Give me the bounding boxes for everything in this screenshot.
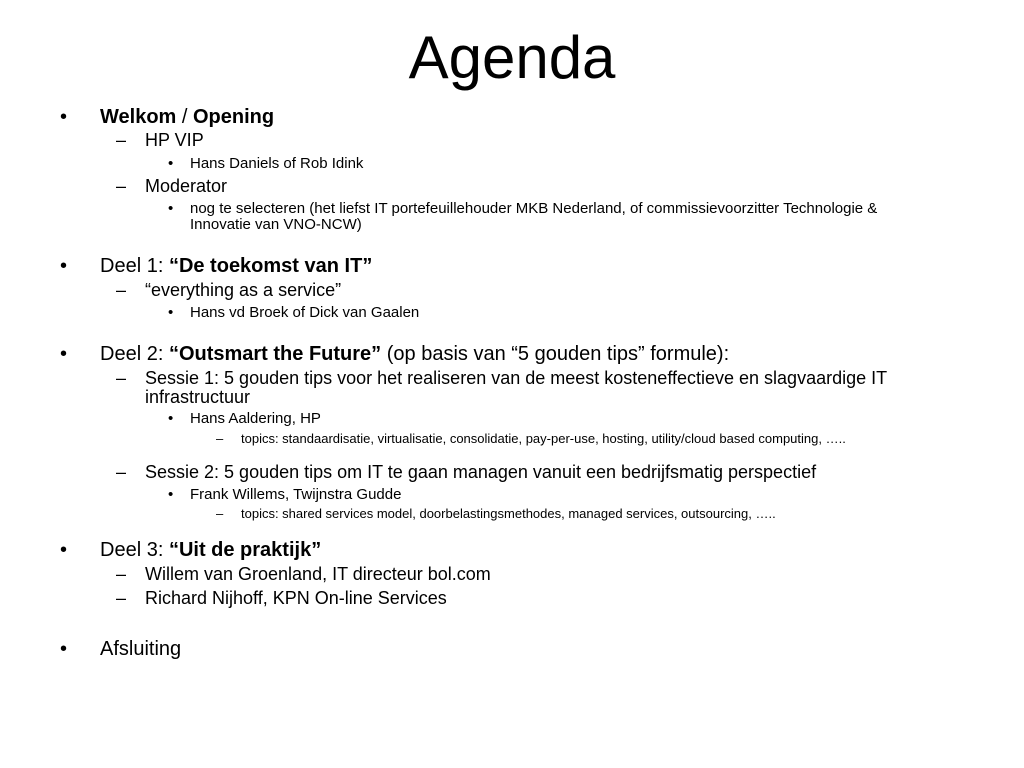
- agenda-item-deel3: [100, 538, 321, 562]
- hp-vip-name: Hans Daniels of Rob Idink: [190, 155, 364, 172]
- deel2-suffix: (op basis van “5 gouden tips” formule):: [381, 343, 730, 365]
- deel2-prefix: Deel 2:: [100, 343, 169, 365]
- opening-label: Opening: [193, 106, 275, 128]
- sessie2-topics: topics: shared services model, doorbelastingsmethodes, managed services, outsourcing, …..: [241, 506, 776, 521]
- welkom-label: Welkom: [100, 106, 177, 128]
- agenda-item-deel2: [100, 342, 729, 366]
- moderator-detail-line1: nog te selecteren (het liefst IT portefeuillehouder MKB Nederland, of commissievoorzitter Technologie &: [190, 200, 878, 217]
- deel1-prefix: Deel 1:: [100, 255, 169, 277]
- dash-marker: –: [216, 431, 224, 446]
- dash-marker: –: [116, 176, 127, 196]
- dash-marker: –: [116, 462, 127, 482]
- bullet-marker: •: [60, 255, 68, 277]
- dash-marker: –: [116, 588, 127, 608]
- sub-item-hp-vip: HP VIP: [145, 130, 204, 150]
- dash-marker: –: [116, 280, 127, 300]
- bullet-marker: •: [60, 539, 68, 561]
- slide-title: Agenda: [408, 24, 616, 91]
- agenda-item-deel1: [100, 254, 372, 278]
- deel3-title: “Uit de praktijk”: [168, 539, 322, 561]
- bullet-marker: •: [60, 343, 68, 365]
- agenda-item-welkom: [100, 105, 274, 129]
- sessie1-line1: Sessie 1: 5 gouden tips voor het realiseren van de meest kosteneffectieve en slagvaardige IT: [145, 368, 888, 388]
- sessie1-speaker: Hans Aaldering, HP: [190, 410, 321, 427]
- bullet-marker: •: [60, 638, 68, 660]
- bullet-marker: •: [168, 200, 174, 217]
- dash-marker: –: [116, 368, 127, 388]
- dash-marker: –: [216, 506, 224, 521]
- deel2-title: “Outsmart the Future”: [168, 343, 382, 365]
- deel1-title: “De toekomst van IT”: [168, 255, 373, 277]
- dash-marker: –: [116, 130, 127, 150]
- separator: /: [176, 106, 193, 128]
- sessie2-speaker: Frank Willems, Twijnstra Gudde: [190, 486, 402, 503]
- sessie2-title: Sessie 2: 5 gouden tips om IT te gaan managen vanuit een bedrijfsmatig perspectief: [145, 462, 817, 482]
- sub-item-moderator: Moderator: [145, 176, 228, 196]
- sessie1-topics: topics: standaardisatie, virtualisatie, consolidatie, pay-per-use, hosting, utility/cloud based computing, …..: [241, 431, 846, 446]
- bullet-marker: •: [60, 106, 68, 128]
- agenda-item-afsluiting: Afsluiting: [100, 638, 182, 660]
- bullet-marker: •: [168, 486, 174, 503]
- deel3-speaker-2: Richard Nijhoff, KPN On-line Services: [145, 588, 447, 608]
- bullet-marker: •: [168, 410, 174, 427]
- deel1-speaker: Hans vd Broek of Dick van Gaalen: [190, 304, 420, 321]
- sessie1-line2: infrastructuur: [145, 387, 251, 407]
- deel3-prefix: Deel 3:: [100, 539, 169, 561]
- deel3-speaker-1: Willem van Groenland, IT directeur bol.com: [145, 564, 491, 584]
- moderator-detail-line2: Innovatie van VNO-NCW): [190, 216, 362, 233]
- bullet-marker: •: [168, 304, 174, 321]
- deel1-subtitle: “everything as a service”: [145, 280, 342, 300]
- dash-marker: –: [116, 564, 127, 584]
- bullet-marker: •: [168, 155, 174, 172]
